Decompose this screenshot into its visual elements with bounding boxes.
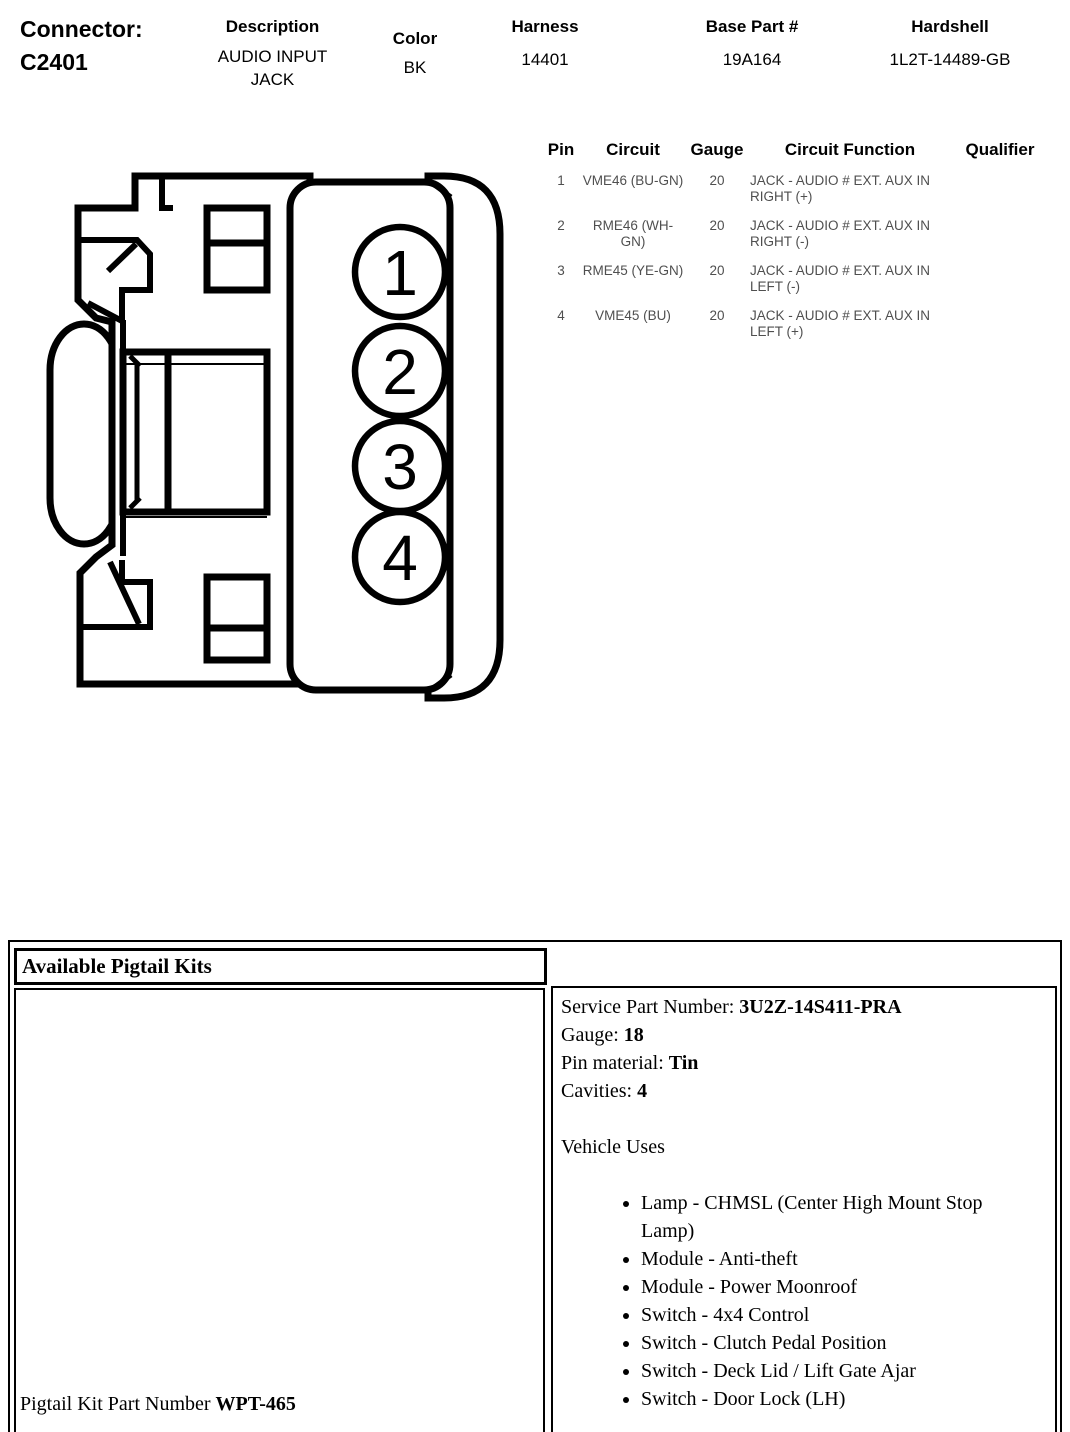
pin-cell: 4 — [557, 308, 565, 323]
pin-table-row — [540, 304, 1050, 349]
harness-label: Harness — [511, 17, 579, 36]
base-part-label: Base Part # — [705, 17, 799, 36]
service-detail-line — [561, 993, 1047, 1021]
vehicle-uses-heading: Vehicle Uses — [561, 1136, 665, 1158]
service-detail-line — [561, 1049, 1047, 1077]
service-detail-value: 18 — [623, 1024, 644, 1046]
circuit-cell: VME46 (BU-GN) — [582, 173, 684, 188]
color-label: Color — [392, 29, 438, 48]
connector-lobe — [50, 324, 118, 544]
body-cavity-rect — [123, 352, 267, 512]
hardshell-label: Hardshell — [911, 17, 989, 36]
pigtail-kit-number: WPT-465 — [215, 1393, 296, 1415]
description-value: AUDIO INPUT JACK — [217, 47, 328, 89]
pin-2-number: 2 — [382, 336, 418, 408]
pin-table — [540, 140, 1050, 349]
harness-value: 14401 — [521, 50, 569, 69]
gauge-cell: 20 — [709, 173, 725, 188]
qualifier-header: Qualifier — [965, 140, 1035, 159]
description-column — [195, 17, 350, 91]
qualifier-cell — [950, 304, 1050, 349]
pigtail-kit-number-line — [20, 1393, 296, 1416]
circuit-function-cell: JACK - AUDIO # EXT. AUX IN RIGHT (-) — [750, 218, 931, 249]
qualifier-cell — [950, 169, 1050, 214]
qualifier-cell — [950, 214, 1050, 259]
pin-cell: 2 — [557, 218, 565, 233]
qualifier-cell — [950, 259, 1050, 304]
pin-table-row — [540, 169, 1050, 214]
pin-cell: 1 — [557, 173, 565, 188]
spacer — [561, 1105, 1047, 1133]
gauge-cell: 20 — [709, 218, 725, 233]
pigtail-kit-cell — [14, 988, 545, 1432]
service-part-cell — [551, 986, 1057, 1432]
circuit-function-header: Circuit Function — [784, 140, 916, 159]
pin-1-number: 1 — [382, 237, 418, 309]
connector-title — [20, 13, 143, 79]
vehicle-uses-list — [561, 1189, 1047, 1413]
pin-table-row — [540, 259, 1050, 304]
pin-3-number: 3 — [382, 431, 418, 503]
service-detail-value: 4 — [637, 1080, 648, 1102]
vehicle-use-item: • Switch - Deck Lid / Lift Gate Ajar — [641, 1357, 1023, 1385]
available-pigtail-kits-title: Available Pigtail Kits — [22, 954, 212, 978]
service-detail-label: Pin material: — [561, 1052, 669, 1074]
service-detail-label: Cavities: — [561, 1080, 638, 1102]
gauge-cell: 20 — [709, 263, 725, 278]
vehicle-use-item: • Lamp - CHMSL (Center High Mount Stop Lamp) — [641, 1189, 1023, 1245]
available-pigtail-kits-header — [14, 948, 547, 985]
service-detail-label: Service Part Number: — [561, 996, 740, 1018]
connector-id: C2401 — [20, 49, 88, 75]
pigtail-kit-label: Pigtail Kit Part Number — [20, 1393, 216, 1415]
circuit-function-cell: JACK - AUDIO # EXT. AUX IN LEFT (-) — [750, 263, 931, 294]
connector-label: Connector: — [20, 16, 143, 42]
vehicle-use-item: • Module - Power Moonroof — [641, 1273, 1023, 1301]
service-detail-value: 3U2Z-14S411-PRA — [739, 996, 902, 1018]
circuit-cell: RME45 (YE-GN) — [582, 263, 684, 278]
circuit-header: Circuit — [606, 140, 660, 159]
pin-header: Pin — [547, 140, 575, 159]
gauge-header: Gauge — [690, 140, 744, 159]
service-detail-line — [561, 1021, 1047, 1049]
service-detail-value: Tin — [668, 1052, 699, 1074]
description-label: Description — [225, 17, 320, 36]
vehicle-use-item: • Module - Anti-theft — [641, 1245, 1023, 1273]
circuit-function-cell: JACK - AUDIO # EXT. AUX IN LEFT (+) — [750, 308, 931, 339]
gauge-cell: 20 — [709, 308, 725, 323]
connector-diagram — [40, 160, 520, 720]
circuit-cell: VME45 (BU) — [595, 308, 671, 323]
pin-4-number: 4 — [382, 522, 418, 594]
circuit-cell: RME46 (WH-GN) — [592, 218, 674, 249]
base-part-value: 19A164 — [722, 50, 782, 69]
circuit-function-cell: JACK - AUDIO # EXT. AUX IN RIGHT (+) — [750, 173, 931, 204]
harness-column — [480, 17, 610, 71]
hardshell-value: 1L2T-14489-GB — [889, 50, 1011, 69]
pin-table-row — [540, 214, 1050, 259]
color-value: BK — [403, 58, 427, 77]
pin-table-header-row — [540, 140, 1050, 169]
hardshell-column — [860, 17, 1040, 71]
service-detail-label: Gauge: — [561, 1024, 624, 1046]
service-detail-line — [561, 1077, 1047, 1105]
vehicle-use-item: • Switch - Door Lock (LH) — [641, 1385, 1023, 1413]
base-part-column — [672, 17, 832, 71]
pin-cell: 3 — [557, 263, 565, 278]
vehicle-use-item: • Switch - Clutch Pedal Position — [641, 1329, 1023, 1357]
vehicle-use-item: • Switch - 4x4 Control — [641, 1301, 1023, 1329]
color-column — [370, 29, 460, 79]
